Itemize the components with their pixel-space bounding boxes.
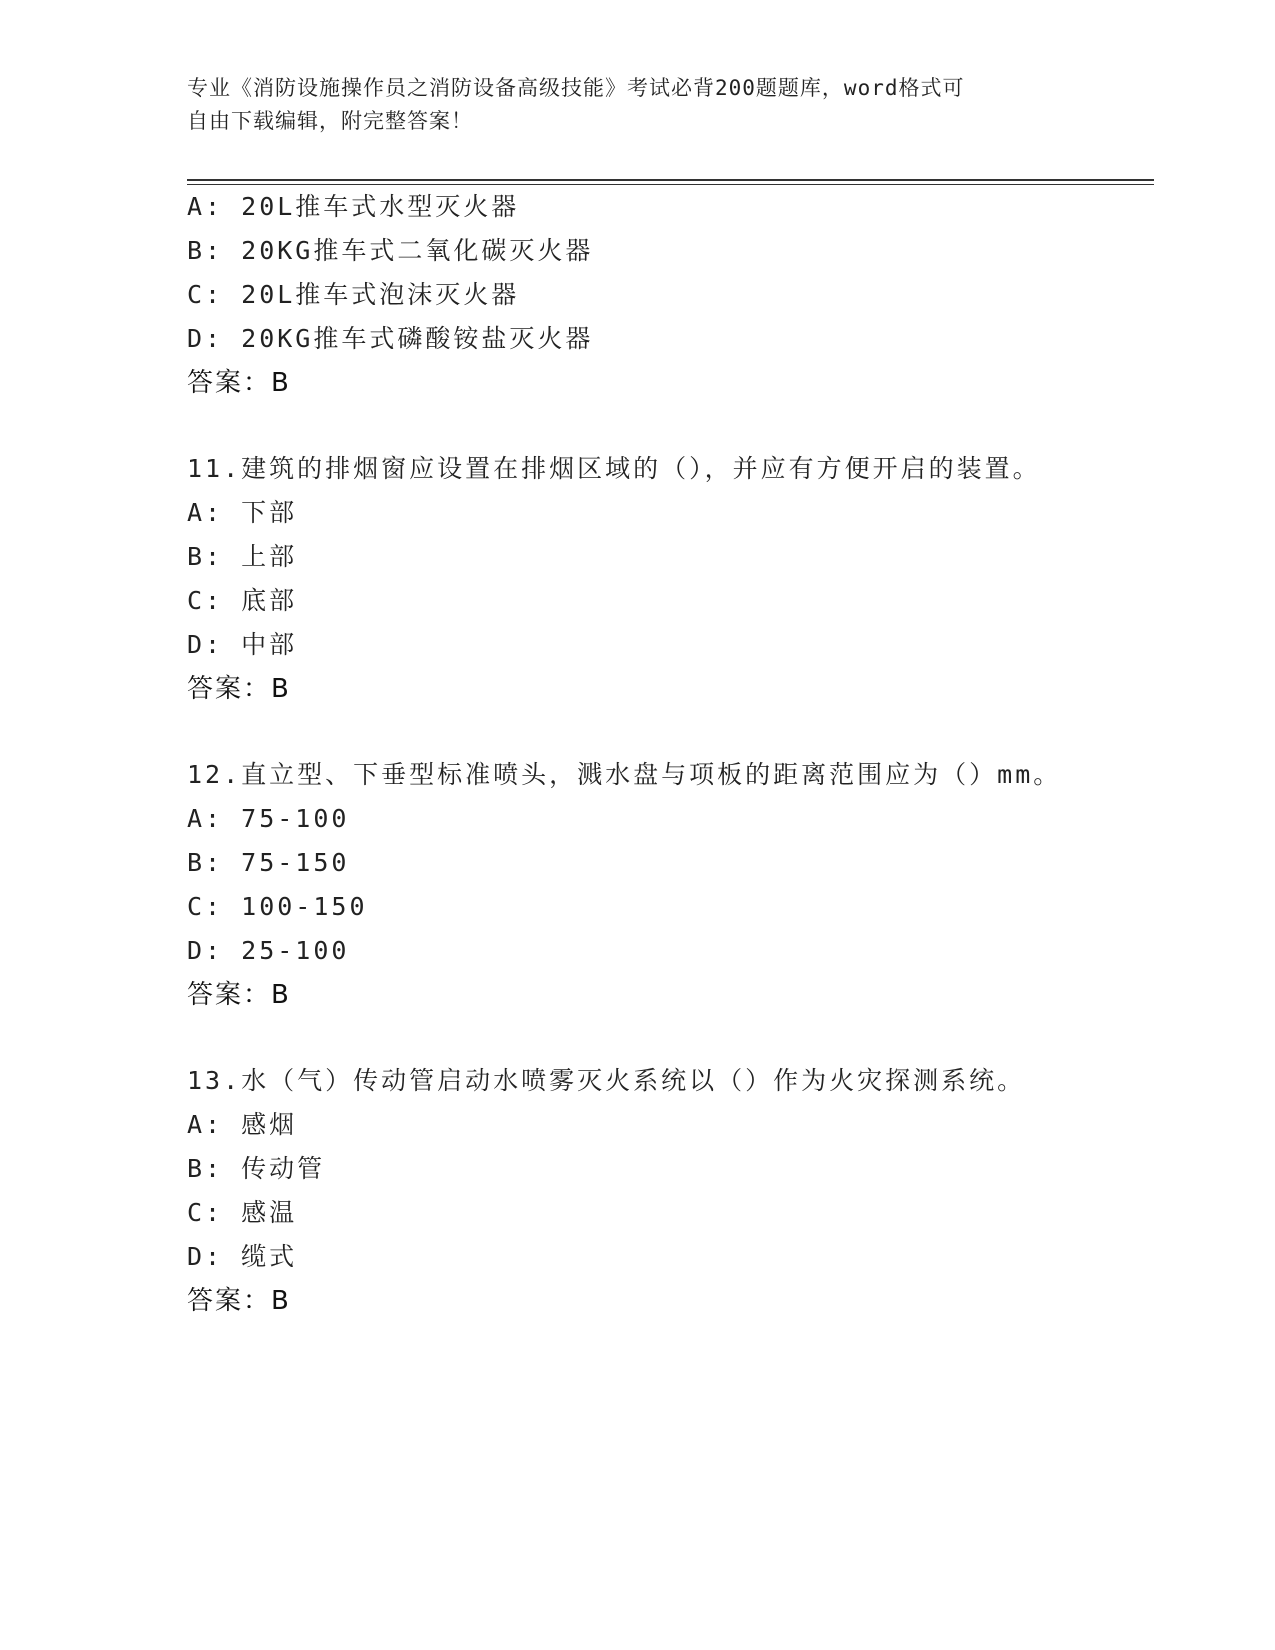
q13-option-b: B: 传动管 — [187, 1154, 326, 1183]
q13-answer: 答案：B — [187, 1286, 291, 1316]
document-header — [187, 72, 1087, 138]
q11-option-b: B: 上部 — [187, 542, 298, 571]
q12-answer: 答案：B — [187, 980, 291, 1010]
q13-option-a: A: 感烟 — [187, 1110, 298, 1139]
q13-option-c: C: 感温 — [187, 1198, 298, 1227]
q10-option-c: C: 20L推车式泡沫灭火器 — [187, 280, 520, 309]
q10-option-a: A: 20L推车式水型灭火器 — [187, 192, 520, 221]
q12-stem: 12.直立型、下垂型标准喷头，溅水盘与项板的距离范围应为（）mm。 — [187, 760, 1062, 789]
q11-option-d: D: 中部 — [187, 630, 298, 659]
q11-option-a: A: 下部 — [187, 498, 298, 527]
header-divider-thick — [187, 179, 1154, 181]
q10-option-d: D: 20KG推车式磷酸铵盐灭火器 — [187, 324, 594, 353]
q12-option-c: C: 100-150 — [187, 892, 368, 921]
q10-answer: 答案：B — [187, 368, 291, 398]
q12-option-a: A: 75-100 — [187, 804, 350, 833]
header-line-2: 自由下载编辑，附完整答案！ — [187, 109, 473, 133]
header-line-1: 专业《消防设施操作员之消防设备高级技能》考试必背200题题库，word格式可 — [187, 76, 965, 100]
q11-option-c: C: 底部 — [187, 586, 298, 615]
q12-option-d: D: 25-100 — [187, 936, 350, 965]
q12-option-b: B: 75-150 — [187, 848, 350, 877]
q13-option-d: D: 缆式 — [187, 1242, 298, 1271]
q11-stem: 11.建筑的排烟窗应设置在排烟区域的（），并应有方便开启的装置。 — [187, 454, 1041, 483]
q11-answer: 答案：B — [187, 674, 291, 704]
q13-stem: 13.水（气）传动管启动水喷雾灭火系统以（）作为火灾探测系统。 — [187, 1066, 1026, 1095]
q10-option-b: B: 20KG推车式二氧化碳灭火器 — [187, 236, 594, 265]
header-divider-thin — [187, 184, 1154, 185]
